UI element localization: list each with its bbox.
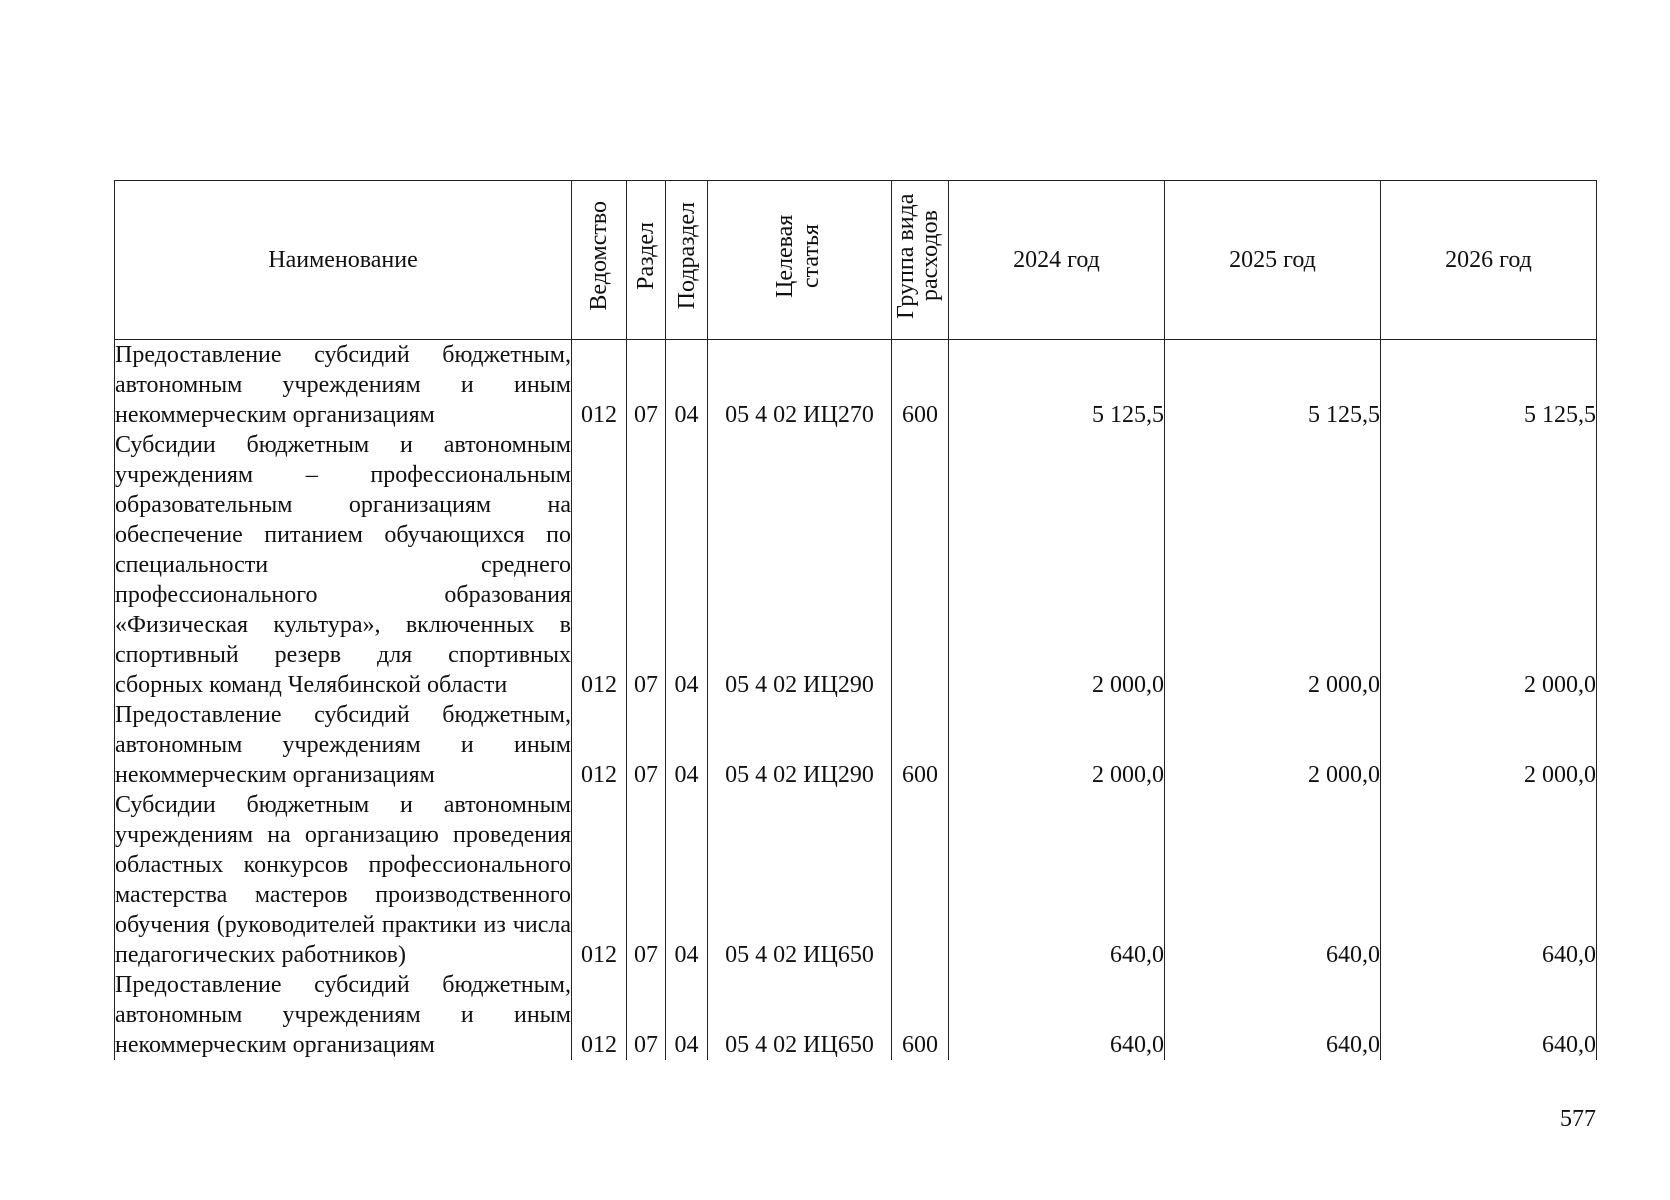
row-name: Предоставление субсидий бюджетным, автономным учреждениям и иным некоммерческим организациям xyxy=(115,702,571,788)
row-gruppa-vida-rashodov: 600 xyxy=(892,700,949,790)
header-year-2025-label: 2025 год xyxy=(1229,247,1316,273)
row-podrazdel: 04 xyxy=(666,790,708,970)
row-value-2024: 2 000,0 xyxy=(949,700,1165,790)
row-celevaya-statya: 05 4 02 ИЦ290 xyxy=(708,700,892,790)
header-celevaya-statya xyxy=(708,181,892,340)
header-podrazdel xyxy=(666,181,708,340)
row-podrazdel: 04 xyxy=(666,430,708,700)
row-name: Предоставление субсидий бюджетным, автономным учреждениям и иным некоммерческим организациям xyxy=(115,972,571,1058)
header-vedomstvo-label: Ведомство xyxy=(586,201,612,311)
row-celevaya-statya: 05 4 02 ИЦ270 xyxy=(708,340,892,431)
row-value-2024: 640,0 xyxy=(949,970,1165,1060)
header-name-label: Наименование xyxy=(268,247,418,273)
row-razdel: 07 xyxy=(627,970,666,1060)
row-value-2026: 2 000,0 xyxy=(1381,700,1597,790)
table-row xyxy=(115,340,1597,431)
row-name: Субсидии бюджетным и автономным учреждениям – профессиональным образовательным организациям на обеспечение питанием обучающихся по специальности среднего профессионального образования «Физическая культура», включенных в спортивный резерв для спортивных сборных команд Челябинской области xyxy=(115,432,571,698)
row-value-2025: 2 000,0 xyxy=(1165,700,1381,790)
row-razdel: 07 xyxy=(627,790,666,970)
header-year-2026-label: 2026 год xyxy=(1445,247,1532,273)
row-razdel: 07 xyxy=(627,700,666,790)
row-gruppa-vida-rashodov xyxy=(892,790,949,970)
row-value-2026: 640,0 xyxy=(1381,790,1597,970)
table-header xyxy=(115,181,1597,340)
row-name: Субсидии бюджетным и автономным учреждениям на организацию проведения областных конкурсов профессионального мастерства мастеров производственного обучения (руководителей практики из числа педагогических работников) xyxy=(115,792,571,968)
row-value-2024: 5 125,5 xyxy=(949,340,1165,431)
table-row xyxy=(115,970,1597,1060)
row-value-2025: 2 000,0 xyxy=(1165,430,1381,700)
page-number: 577 xyxy=(1560,1106,1596,1132)
header-gruppa-vida-rashodov-label: Группа вида расходов xyxy=(893,193,943,319)
table-row xyxy=(115,430,1597,700)
header-year-2024-label: 2024 год xyxy=(1013,247,1100,273)
row-value-2026: 5 125,5 xyxy=(1381,340,1597,431)
row-value-2025: 640,0 xyxy=(1165,790,1381,970)
row-vedomstvo: 012 xyxy=(572,790,627,970)
row-name: Предоставление субсидий бюджетным, автономным учреждениям и иным некоммерческим организациям xyxy=(115,340,572,431)
header-vedomstvo xyxy=(572,181,627,340)
header-year-2024 xyxy=(949,181,1165,340)
row-value-2024: 2 000,0 xyxy=(949,430,1165,700)
header-gruppa-vida-rashodov xyxy=(892,181,949,340)
row-value-2026: 640,0 xyxy=(1381,970,1597,1060)
row-value-2026: 2 000,0 xyxy=(1381,430,1597,700)
row-razdel: 07 xyxy=(627,340,666,431)
header-razdel-label: Раздел xyxy=(633,222,659,290)
header-podrazdel-label: Подраздел xyxy=(673,202,700,310)
budget-table xyxy=(114,180,1597,1060)
row-razdel: 07 xyxy=(627,430,666,700)
row-celevaya-statya: 05 4 02 ИЦ650 xyxy=(708,970,892,1060)
header-year-2025 xyxy=(1165,181,1381,340)
row-gruppa-vida-rashodov: 600 xyxy=(892,970,949,1060)
row-podrazdel: 04 xyxy=(666,340,708,431)
row-podrazdel: 04 xyxy=(666,970,708,1060)
row-value-2024: 640,0 xyxy=(949,790,1165,970)
row-gruppa-vida-rashodov: 600 xyxy=(892,340,949,431)
table-row xyxy=(115,700,1597,790)
table-body xyxy=(115,340,1597,1061)
header-celevaya-statya-label: Целевая статья xyxy=(771,214,824,298)
table-row xyxy=(115,790,1597,970)
row-vedomstvo: 012 xyxy=(572,970,627,1060)
row-vedomstvo: 012 xyxy=(572,700,627,790)
header-razdel xyxy=(627,181,666,340)
row-value-2025: 5 125,5 xyxy=(1165,340,1381,431)
row-podrazdel: 04 xyxy=(666,700,708,790)
row-value-2025: 640,0 xyxy=(1165,970,1381,1060)
row-gruppa-vida-rashodov xyxy=(892,430,949,700)
row-celevaya-statya: 05 4 02 ИЦ290 xyxy=(708,430,892,700)
row-vedomstvo: 012 xyxy=(572,430,627,700)
row-vedomstvo: 012 xyxy=(572,340,627,431)
header-name xyxy=(115,181,572,340)
row-celevaya-statya: 05 4 02 ИЦ650 xyxy=(708,790,892,970)
header-year-2026 xyxy=(1381,181,1597,340)
